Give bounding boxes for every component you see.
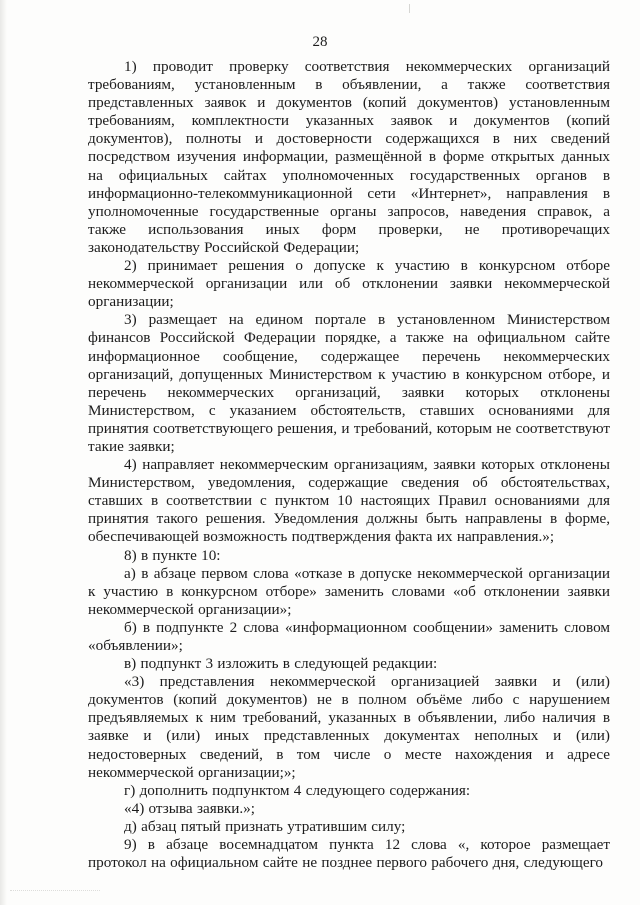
scan-artifact-mark xyxy=(409,4,410,13)
paragraph-subitem-v: в) подпункт 3 изложить в следующей редакции: xyxy=(124,655,438,673)
paragraph-item-1: 1) проводит проверку соответствия некоммерческих организаций требованиям, установленным в объявлении, а также соответствия представленных заявок и документов (копий документов) установленным требованиям, комплектности указанных заявок и документов (копий документов), полноты и достоверности содержащихся в них сведений посредством изучения информации, размещённой в форме открытых данных на официальных сайтах уполномоченных государственных органов в информационно-телекоммуникационной сети «Интернет», направления в уполномоченные государственные органы запросов, наведения справок, а также использования иных форм проверки, не противоречащих законодательству Российской Федерации; xyxy=(88,58,610,256)
scan-artifact-smudge xyxy=(10,890,100,897)
paragraph-point-9: 9) в абзаце восемнадцатом пункта 12 слова «, которое размещает протокол на официальном сайте не позднее первого рабочего дня, следующего xyxy=(88,836,610,872)
paragraph-subitem-d: д) абзац пятый признать утратившим силу; xyxy=(124,817,406,835)
paragraph-item-3: 3) размещает на едином портале в установленном Министерством финансов Российской Федерации порядке, а также на официальном сайте информационное сообщение, содержащее перечень некоммерческих организаций, допущенных Министерством к участию в конкурсном отборе, и перечень некоммерческих организаций, заявки которых отклонены Министерством, с указанием обстоятельств, ставших основаниями для принятия соответствующего решения, и требований, которым не соответствуют такие заявки; xyxy=(88,311,610,455)
paragraph-quoted-subitem-4: «4) отзыва заявки.»; xyxy=(124,799,255,817)
paragraph-point-8: 8) в пункте 10: xyxy=(124,546,221,564)
document-body xyxy=(88,58,610,872)
paragraph-quoted-subitem-3: «3) представления некоммерческой организацией заявки и (или) документов (копий документов) не в полном объёме либо с нарушением предъявляемых к ним требований, указанных в объявлении, либо наличия в заявке и (или) иных представленных документах неполных и (или) недостоверных сведений, в том числе о месте нахождения и адресе некоммерческой организации;»; xyxy=(88,673,610,781)
paragraph-item-4: 4) направляет некоммерческим организациям, заявки которых отклонены Министерством, уведомления, содержащие сведения об обстоятельствах, ставших в соответствии с пунктом 10 настоящих Правил основаниями для принятия такого решения. Уведомления должны быть направлены в форме, обеспечивающей возможность подтверждения факта их направления.»; xyxy=(88,456,610,546)
scan-shadow-edge xyxy=(0,0,7,905)
page-number: 28 xyxy=(312,34,328,50)
paragraph-subitem-g: г) дополнить подпунктом 4 следующего содержания: xyxy=(124,781,471,799)
paragraph-item-2: 2) принимает решения о допуске к участию в конкурсном отборе некоммерческой организации или об отклонении заявки некоммерческой организации; xyxy=(88,257,610,311)
paragraph-subitem-b: б) в подпункте 2 слова «информационном сообщении» заменить словом «объявлении»; xyxy=(88,618,610,654)
paragraph-subitem-a: а) в абзаце первом слова «отказе в допуске некоммерческой организации к участию в конкурсном отборе» заменить словами «об отклонении заявки некоммерческой организации»; xyxy=(88,564,610,618)
